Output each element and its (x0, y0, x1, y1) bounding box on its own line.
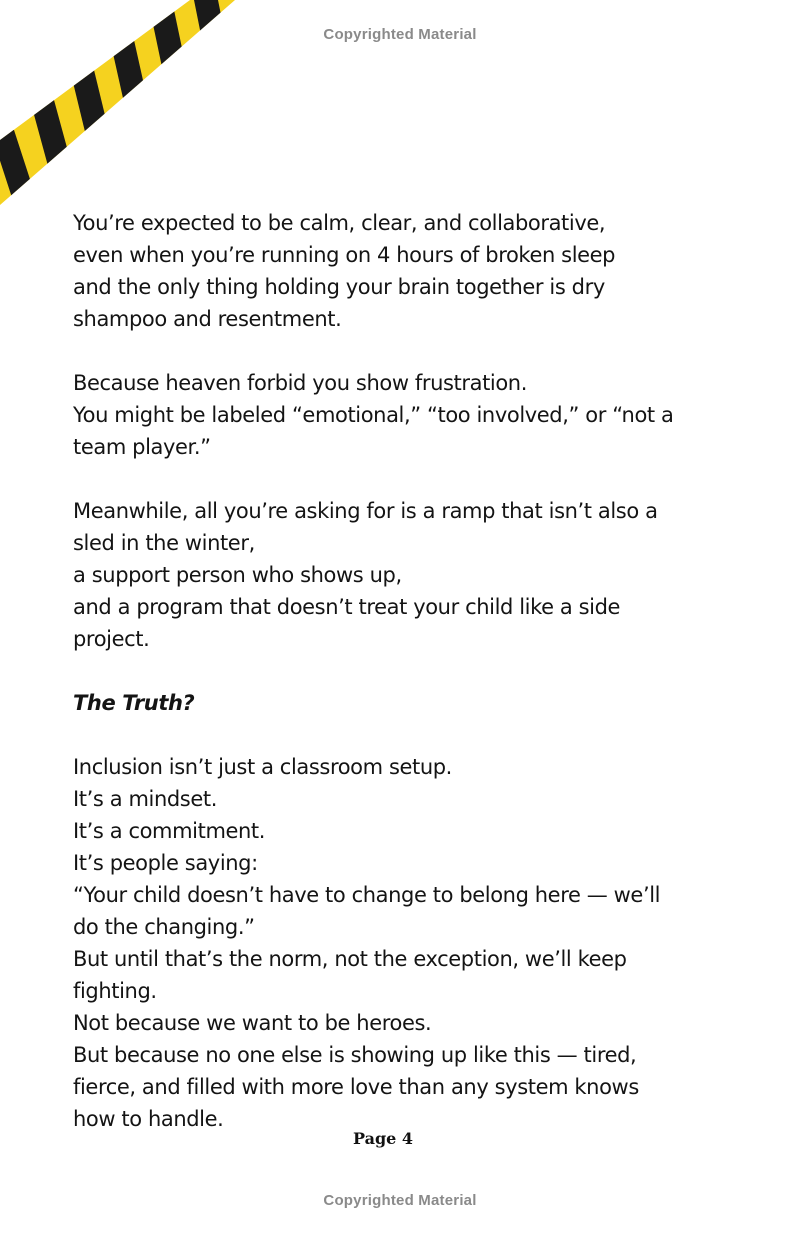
page-number: Page 4 (352, 1129, 414, 1148)
text-line: and the only thing holding your brain together is dry (73, 275, 605, 299)
text-line: But until that’s the norm, not the exception, we’ll keep (73, 947, 627, 971)
text-line: It’s people saying: (73, 851, 258, 875)
text-line: and a program that doesn’t treat your child like a side (73, 595, 621, 619)
paragraph-gap (73, 719, 733, 751)
body-text (73, 207, 733, 1135)
text-line: sled in the winter, (73, 531, 255, 555)
text-line: Meanwhile, all you’re asking for is a ramp that isn’t also a (73, 499, 658, 523)
text-line: It’s a mindset. (73, 787, 217, 811)
text-line: “Your child doesn’t have to change to belong here — we’ll (73, 883, 661, 907)
text-line: a support person who shows up, (73, 563, 402, 587)
copyright-notice-top: Copyrighted Material (323, 26, 477, 43)
paragraph-gap (73, 335, 733, 367)
text-line: Inclusion isn’t just a classroom setup. (73, 755, 452, 779)
text-line: team player.” (73, 435, 211, 459)
text-line: how to handle. (73, 1107, 224, 1131)
text-line: Because heaven forbid you show frustration. (73, 371, 527, 395)
text-line: fighting. (73, 979, 157, 1003)
text-line: do the changing.” (73, 915, 255, 939)
text-line: shampoo and resentment. (73, 307, 342, 331)
section-heading: The Truth? (73, 691, 195, 715)
text-line: project. (73, 627, 150, 651)
text-line: Not because we want to be heroes. (73, 1011, 432, 1035)
text-line: You might be labeled “emotional,” “too involved,” or “not a (73, 403, 674, 427)
text-line: It’s a commitment. (73, 819, 266, 843)
paragraph-gap (73, 463, 733, 495)
copyright-notice-bottom: Copyrighted Material (323, 1192, 477, 1209)
text-line: But because no one else is showing up like this — tired, (73, 1043, 637, 1067)
text-line: You’re expected to be calm, clear, and collaborative, (73, 211, 606, 235)
paragraph-gap (73, 655, 733, 687)
text-line: fierce, and filled with more love than any system knows (73, 1075, 639, 1099)
text-line: even when you’re running on 4 hours of broken sleep (73, 243, 616, 267)
